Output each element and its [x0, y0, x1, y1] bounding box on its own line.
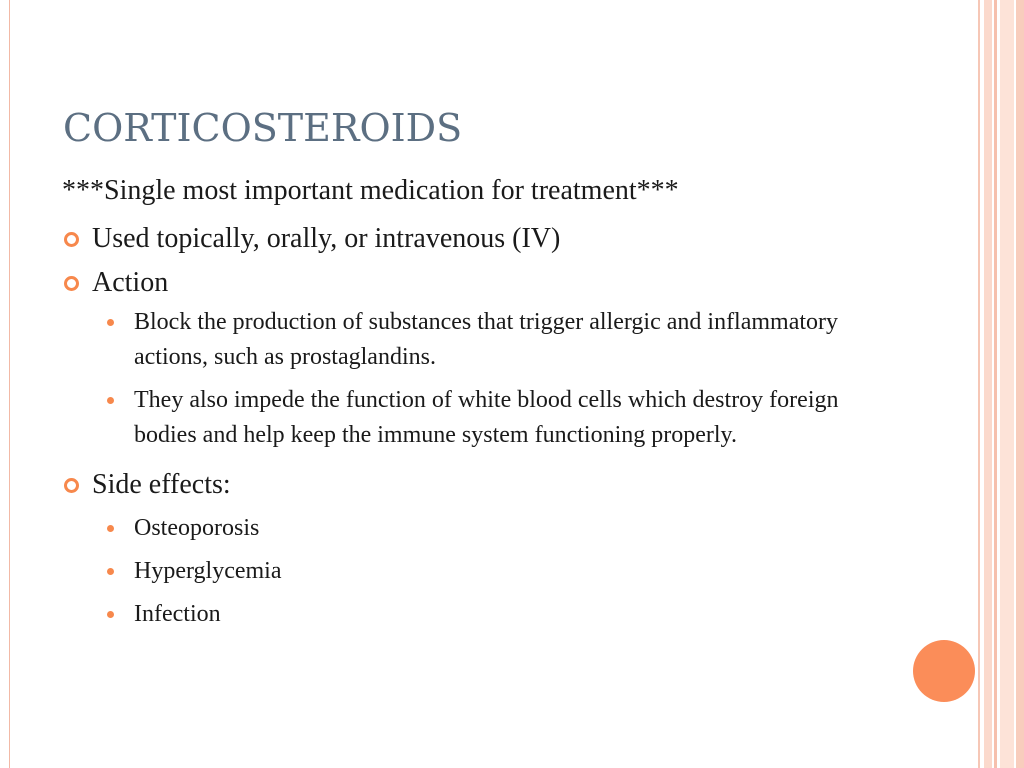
sub-bullet-item	[62, 507, 882, 550]
sub-bullet-text: Block the production of substances that trigger allergic and inflammatory actions, such as prostaglandins.	[134, 309, 839, 370]
sub-bullet-text: Infection	[134, 601, 221, 627]
dot-bullet-icon	[107, 397, 114, 404]
accent-circle	[913, 640, 975, 702]
bullet-text: Action	[92, 267, 169, 298]
decor-stripe	[984, 0, 992, 768]
ring-bullet-icon	[64, 478, 79, 493]
sub-bullet-item	[62, 593, 882, 636]
dot-bullet-icon	[107, 611, 114, 618]
slide-body	[62, 170, 882, 636]
ring-bullet-icon	[64, 232, 79, 247]
sub-bullet-text: Osteoporosis	[134, 515, 260, 541]
dot-bullet-icon	[107, 319, 114, 326]
decor-stripe	[978, 0, 980, 768]
sub-bullet-item	[62, 383, 882, 453]
sub-bullet-text: They also impede the function of white blood cells which destroy foreign bodies and help keep the immune system functioning properly.	[134, 387, 839, 448]
bullet-item	[62, 261, 882, 305]
sub-bullet-item	[62, 305, 882, 375]
bullet-text: Used topically, orally, or intravenous (IV)	[92, 223, 561, 254]
bullet-text: Side effects:	[92, 469, 231, 500]
lead-text: ***Single most important medication for treatment***	[62, 175, 679, 206]
bullet-item	[62, 463, 882, 507]
sub-bullet-item	[62, 550, 882, 593]
bullet-item	[62, 217, 882, 261]
frame-line-left	[9, 0, 10, 768]
decor-stripe	[994, 0, 997, 768]
dot-bullet-icon	[107, 525, 114, 532]
decor-stripe	[1016, 0, 1024, 768]
sub-bullet-text: Hyperglycemia	[134, 558, 282, 584]
decor-stripe	[1000, 0, 1014, 768]
ring-bullet-icon	[64, 276, 79, 291]
slide-title: CORTICOSTEROIDS	[63, 106, 463, 150]
dot-bullet-icon	[107, 568, 114, 575]
